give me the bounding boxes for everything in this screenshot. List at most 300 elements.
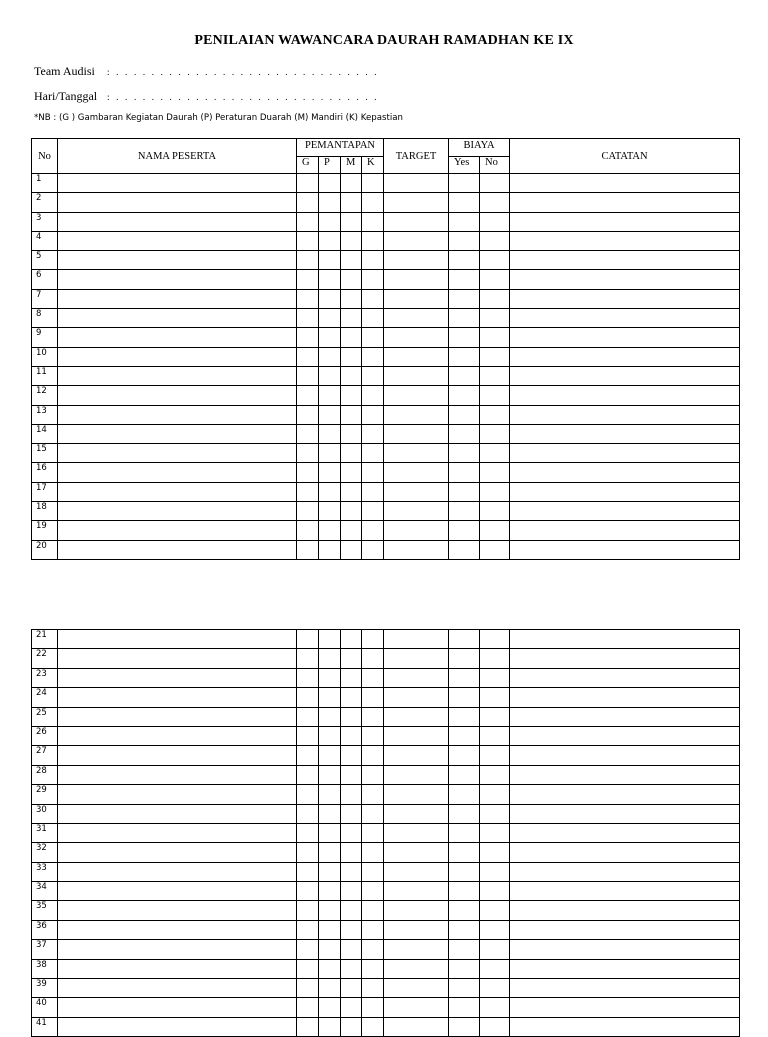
- k-cell[interactable]: [362, 405, 384, 424]
- nama-peserta-cell[interactable]: [58, 630, 297, 649]
- target-cell[interactable]: [384, 309, 449, 328]
- target-cell[interactable]: [384, 785, 449, 804]
- p-cell[interactable]: [319, 540, 341, 559]
- no-cell[interactable]: [480, 979, 510, 998]
- yes-cell[interactable]: [449, 688, 480, 707]
- m-cell[interactable]: [341, 482, 362, 501]
- catatan-cell[interactable]: [510, 502, 740, 521]
- p-cell[interactable]: [319, 366, 341, 385]
- catatan-cell[interactable]: [510, 251, 740, 270]
- g-cell[interactable]: [297, 1017, 319, 1036]
- yes-cell[interactable]: [449, 920, 480, 939]
- k-cell[interactable]: [362, 1017, 384, 1036]
- yes-cell[interactable]: [449, 405, 480, 424]
- p-cell[interactable]: [319, 765, 341, 784]
- p-cell[interactable]: [319, 630, 341, 649]
- catatan-cell[interactable]: [510, 785, 740, 804]
- yes-cell[interactable]: [449, 521, 480, 540]
- yes-cell[interactable]: [449, 347, 480, 366]
- p-cell[interactable]: [319, 521, 341, 540]
- target-cell[interactable]: [384, 707, 449, 726]
- target-cell[interactable]: [384, 540, 449, 559]
- p-cell[interactable]: [319, 482, 341, 501]
- nama-peserta-cell[interactable]: [58, 843, 297, 862]
- yes-cell[interactable]: [449, 212, 480, 231]
- p-cell[interactable]: [319, 386, 341, 405]
- k-cell[interactable]: [362, 765, 384, 784]
- yes-cell[interactable]: [449, 463, 480, 482]
- m-cell[interactable]: [341, 920, 362, 939]
- k-cell[interactable]: [362, 386, 384, 405]
- target-cell[interactable]: [384, 998, 449, 1017]
- no-cell[interactable]: [480, 959, 510, 978]
- k-cell[interactable]: [362, 979, 384, 998]
- p-cell[interactable]: [319, 688, 341, 707]
- target-cell[interactable]: [384, 386, 449, 405]
- nama-peserta-cell[interactable]: [58, 959, 297, 978]
- catatan-cell[interactable]: [510, 882, 740, 901]
- m-cell[interactable]: [341, 688, 362, 707]
- p-cell[interactable]: [319, 804, 341, 823]
- k-cell[interactable]: [362, 959, 384, 978]
- nama-peserta-cell[interactable]: [58, 649, 297, 668]
- catatan-cell[interactable]: [510, 386, 740, 405]
- g-cell[interactable]: [297, 444, 319, 463]
- yes-cell[interactable]: [449, 328, 480, 347]
- p-cell[interactable]: [319, 726, 341, 745]
- yes-cell[interactable]: [449, 940, 480, 959]
- no-cell[interactable]: [480, 193, 510, 212]
- p-cell[interactable]: [319, 193, 341, 212]
- m-cell[interactable]: [341, 212, 362, 231]
- p-cell[interactable]: [319, 901, 341, 920]
- no-cell[interactable]: [480, 366, 510, 385]
- nama-peserta-cell[interactable]: [58, 174, 297, 193]
- g-cell[interactable]: [297, 765, 319, 784]
- yes-cell[interactable]: [449, 649, 480, 668]
- yes-cell[interactable]: [449, 502, 480, 521]
- target-cell[interactable]: [384, 251, 449, 270]
- g-cell[interactable]: [297, 270, 319, 289]
- k-cell[interactable]: [362, 521, 384, 540]
- no-cell[interactable]: [480, 649, 510, 668]
- m-cell[interactable]: [341, 901, 362, 920]
- no-cell[interactable]: [480, 424, 510, 443]
- nama-peserta-cell[interactable]: [58, 386, 297, 405]
- yes-cell[interactable]: [449, 366, 480, 385]
- target-cell[interactable]: [384, 289, 449, 308]
- catatan-cell[interactable]: [510, 289, 740, 308]
- yes-cell[interactable]: [449, 998, 480, 1017]
- k-cell[interactable]: [362, 804, 384, 823]
- target-cell[interactable]: [384, 746, 449, 765]
- catatan-cell[interactable]: [510, 804, 740, 823]
- nama-peserta-cell[interactable]: [58, 668, 297, 687]
- nama-peserta-cell[interactable]: [58, 862, 297, 881]
- k-cell[interactable]: [362, 785, 384, 804]
- g-cell[interactable]: [297, 174, 319, 193]
- k-cell[interactable]: [362, 843, 384, 862]
- k-cell[interactable]: [362, 882, 384, 901]
- nama-peserta-cell[interactable]: [58, 405, 297, 424]
- catatan-cell[interactable]: [510, 746, 740, 765]
- m-cell[interactable]: [341, 959, 362, 978]
- k-cell[interactable]: [362, 688, 384, 707]
- g-cell[interactable]: [297, 251, 319, 270]
- g-cell[interactable]: [297, 502, 319, 521]
- nama-peserta-cell[interactable]: [58, 289, 297, 308]
- g-cell[interactable]: [297, 386, 319, 405]
- no-cell[interactable]: [480, 668, 510, 687]
- g-cell[interactable]: [297, 309, 319, 328]
- target-cell[interactable]: [384, 482, 449, 501]
- catatan-cell[interactable]: [510, 1017, 740, 1036]
- nama-peserta-cell[interactable]: [58, 463, 297, 482]
- p-cell[interactable]: [319, 174, 341, 193]
- target-cell[interactable]: [384, 649, 449, 668]
- no-cell[interactable]: [480, 231, 510, 250]
- target-cell[interactable]: [384, 668, 449, 687]
- no-cell[interactable]: [480, 765, 510, 784]
- catatan-cell[interactable]: [510, 726, 740, 745]
- target-cell[interactable]: [384, 424, 449, 443]
- m-cell[interactable]: [341, 424, 362, 443]
- g-cell[interactable]: [297, 463, 319, 482]
- p-cell[interactable]: [319, 785, 341, 804]
- yes-cell[interactable]: [449, 843, 480, 862]
- no-cell[interactable]: [480, 1017, 510, 1036]
- catatan-cell[interactable]: [510, 540, 740, 559]
- catatan-cell[interactable]: [510, 979, 740, 998]
- m-cell[interactable]: [341, 649, 362, 668]
- g-cell[interactable]: [297, 862, 319, 881]
- nama-peserta-cell[interactable]: [58, 920, 297, 939]
- k-cell[interactable]: [362, 174, 384, 193]
- g-cell[interactable]: [297, 289, 319, 308]
- target-cell[interactable]: [384, 366, 449, 385]
- yes-cell[interactable]: [449, 1017, 480, 1036]
- m-cell[interactable]: [341, 289, 362, 308]
- catatan-cell[interactable]: [510, 463, 740, 482]
- target-cell[interactable]: [384, 270, 449, 289]
- g-cell[interactable]: [297, 231, 319, 250]
- catatan-cell[interactable]: [510, 765, 740, 784]
- k-cell[interactable]: [362, 444, 384, 463]
- catatan-cell[interactable]: [510, 668, 740, 687]
- g-cell[interactable]: [297, 920, 319, 939]
- m-cell[interactable]: [341, 193, 362, 212]
- k-cell[interactable]: [362, 347, 384, 366]
- g-cell[interactable]: [297, 366, 319, 385]
- m-cell[interactable]: [341, 843, 362, 862]
- nama-peserta-cell[interactable]: [58, 366, 297, 385]
- yes-cell[interactable]: [449, 270, 480, 289]
- no-cell[interactable]: [480, 688, 510, 707]
- p-cell[interactable]: [319, 823, 341, 842]
- p-cell[interactable]: [319, 231, 341, 250]
- yes-cell[interactable]: [449, 386, 480, 405]
- nama-peserta-cell[interactable]: [58, 193, 297, 212]
- m-cell[interactable]: [341, 979, 362, 998]
- g-cell[interactable]: [297, 804, 319, 823]
- catatan-cell[interactable]: [510, 424, 740, 443]
- p-cell[interactable]: [319, 746, 341, 765]
- no-cell[interactable]: [480, 540, 510, 559]
- yes-cell[interactable]: [449, 630, 480, 649]
- no-cell[interactable]: [480, 920, 510, 939]
- no-cell[interactable]: [480, 174, 510, 193]
- catatan-cell[interactable]: [510, 482, 740, 501]
- k-cell[interactable]: [362, 328, 384, 347]
- target-cell[interactable]: [384, 804, 449, 823]
- g-cell[interactable]: [297, 193, 319, 212]
- no-cell[interactable]: [480, 862, 510, 881]
- target-cell[interactable]: [384, 212, 449, 231]
- catatan-cell[interactable]: [510, 649, 740, 668]
- m-cell[interactable]: [341, 366, 362, 385]
- no-cell[interactable]: [480, 901, 510, 920]
- yes-cell[interactable]: [449, 193, 480, 212]
- m-cell[interactable]: [341, 1017, 362, 1036]
- m-cell[interactable]: [341, 174, 362, 193]
- catatan-cell[interactable]: [510, 862, 740, 881]
- catatan-cell[interactable]: [510, 309, 740, 328]
- target-cell[interactable]: [384, 463, 449, 482]
- target-cell[interactable]: [384, 823, 449, 842]
- catatan-cell[interactable]: [510, 940, 740, 959]
- target-cell[interactable]: [384, 328, 449, 347]
- yes-cell[interactable]: [449, 765, 480, 784]
- g-cell[interactable]: [297, 482, 319, 501]
- g-cell[interactable]: [297, 424, 319, 443]
- m-cell[interactable]: [341, 765, 362, 784]
- m-cell[interactable]: [341, 746, 362, 765]
- m-cell[interactable]: [341, 726, 362, 745]
- yes-cell[interactable]: [449, 785, 480, 804]
- yes-cell[interactable]: [449, 707, 480, 726]
- g-cell[interactable]: [297, 979, 319, 998]
- k-cell[interactable]: [362, 726, 384, 745]
- no-cell[interactable]: [480, 882, 510, 901]
- catatan-cell[interactable]: [510, 823, 740, 842]
- g-cell[interactable]: [297, 347, 319, 366]
- target-cell[interactable]: [384, 882, 449, 901]
- g-cell[interactable]: [297, 785, 319, 804]
- target-cell[interactable]: [384, 726, 449, 745]
- nama-peserta-cell[interactable]: [58, 765, 297, 784]
- p-cell[interactable]: [319, 882, 341, 901]
- catatan-cell[interactable]: [510, 630, 740, 649]
- p-cell[interactable]: [319, 649, 341, 668]
- p-cell[interactable]: [319, 862, 341, 881]
- target-cell[interactable]: [384, 347, 449, 366]
- catatan-cell[interactable]: [510, 193, 740, 212]
- m-cell[interactable]: [341, 707, 362, 726]
- m-cell[interactable]: [341, 668, 362, 687]
- target-cell[interactable]: [384, 940, 449, 959]
- g-cell[interactable]: [297, 707, 319, 726]
- g-cell[interactable]: [297, 940, 319, 959]
- catatan-cell[interactable]: [510, 444, 740, 463]
- nama-peserta-cell[interactable]: [58, 804, 297, 823]
- yes-cell[interactable]: [449, 804, 480, 823]
- nama-peserta-cell[interactable]: [58, 785, 297, 804]
- p-cell[interactable]: [319, 1017, 341, 1036]
- m-cell[interactable]: [341, 386, 362, 405]
- m-cell[interactable]: [341, 463, 362, 482]
- target-cell[interactable]: [384, 231, 449, 250]
- k-cell[interactable]: [362, 823, 384, 842]
- nama-peserta-cell[interactable]: [58, 444, 297, 463]
- catatan-cell[interactable]: [510, 843, 740, 862]
- yes-cell[interactable]: [449, 882, 480, 901]
- g-cell[interactable]: [297, 328, 319, 347]
- no-cell[interactable]: [480, 630, 510, 649]
- no-cell[interactable]: [480, 746, 510, 765]
- target-cell[interactable]: [384, 688, 449, 707]
- nama-peserta-cell[interactable]: [58, 823, 297, 842]
- yes-cell[interactable]: [449, 251, 480, 270]
- no-cell[interactable]: [480, 521, 510, 540]
- k-cell[interactable]: [362, 212, 384, 231]
- k-cell[interactable]: [362, 502, 384, 521]
- m-cell[interactable]: [341, 804, 362, 823]
- p-cell[interactable]: [319, 405, 341, 424]
- m-cell[interactable]: [341, 998, 362, 1017]
- yes-cell[interactable]: [449, 668, 480, 687]
- m-cell[interactable]: [341, 270, 362, 289]
- m-cell[interactable]: [341, 862, 362, 881]
- p-cell[interactable]: [319, 309, 341, 328]
- yes-cell[interactable]: [449, 424, 480, 443]
- catatan-cell[interactable]: [510, 688, 740, 707]
- nama-peserta-cell[interactable]: [58, 482, 297, 501]
- nama-peserta-cell[interactable]: [58, 998, 297, 1017]
- no-cell[interactable]: [480, 405, 510, 424]
- no-cell[interactable]: [480, 502, 510, 521]
- nama-peserta-cell[interactable]: [58, 979, 297, 998]
- nama-peserta-cell[interactable]: [58, 502, 297, 521]
- g-cell[interactable]: [297, 668, 319, 687]
- m-cell[interactable]: [341, 785, 362, 804]
- no-cell[interactable]: [480, 843, 510, 862]
- k-cell[interactable]: [362, 309, 384, 328]
- catatan-cell[interactable]: [510, 707, 740, 726]
- m-cell[interactable]: [341, 823, 362, 842]
- nama-peserta-cell[interactable]: [58, 328, 297, 347]
- catatan-cell[interactable]: [510, 405, 740, 424]
- g-cell[interactable]: [297, 843, 319, 862]
- m-cell[interactable]: [341, 251, 362, 270]
- nama-peserta-cell[interactable]: [58, 212, 297, 231]
- no-cell[interactable]: [480, 998, 510, 1017]
- no-cell[interactable]: [480, 804, 510, 823]
- nama-peserta-cell[interactable]: [58, 347, 297, 366]
- yes-cell[interactable]: [449, 309, 480, 328]
- target-cell[interactable]: [384, 901, 449, 920]
- no-cell[interactable]: [480, 328, 510, 347]
- p-cell[interactable]: [319, 707, 341, 726]
- p-cell[interactable]: [319, 270, 341, 289]
- p-cell[interactable]: [319, 940, 341, 959]
- catatan-cell[interactable]: [510, 328, 740, 347]
- yes-cell[interactable]: [449, 289, 480, 308]
- k-cell[interactable]: [362, 482, 384, 501]
- k-cell[interactable]: [362, 366, 384, 385]
- catatan-cell[interactable]: [510, 920, 740, 939]
- target-cell[interactable]: [384, 979, 449, 998]
- yes-cell[interactable]: [449, 174, 480, 193]
- k-cell[interactable]: [362, 463, 384, 482]
- nama-peserta-cell[interactable]: [58, 309, 297, 328]
- g-cell[interactable]: [297, 882, 319, 901]
- p-cell[interactable]: [319, 289, 341, 308]
- catatan-cell[interactable]: [510, 959, 740, 978]
- k-cell[interactable]: [362, 746, 384, 765]
- nama-peserta-cell[interactable]: [58, 540, 297, 559]
- p-cell[interactable]: [319, 998, 341, 1017]
- yes-cell[interactable]: [449, 901, 480, 920]
- catatan-cell[interactable]: [510, 998, 740, 1017]
- m-cell[interactable]: [341, 347, 362, 366]
- catatan-cell[interactable]: [510, 174, 740, 193]
- target-cell[interactable]: [384, 444, 449, 463]
- catatan-cell[interactable]: [510, 231, 740, 250]
- g-cell[interactable]: [297, 959, 319, 978]
- k-cell[interactable]: [362, 998, 384, 1017]
- yes-cell[interactable]: [449, 862, 480, 881]
- no-cell[interactable]: [480, 726, 510, 745]
- target-cell[interactable]: [384, 405, 449, 424]
- yes-cell[interactable]: [449, 540, 480, 559]
- no-cell[interactable]: [480, 212, 510, 231]
- target-cell[interactable]: [384, 959, 449, 978]
- target-cell[interactable]: [384, 193, 449, 212]
- k-cell[interactable]: [362, 251, 384, 270]
- nama-peserta-cell[interactable]: [58, 231, 297, 250]
- k-cell[interactable]: [362, 540, 384, 559]
- no-cell[interactable]: [480, 785, 510, 804]
- nama-peserta-cell[interactable]: [58, 688, 297, 707]
- m-cell[interactable]: [341, 444, 362, 463]
- nama-peserta-cell[interactable]: [58, 1017, 297, 1036]
- p-cell[interactable]: [319, 959, 341, 978]
- m-cell[interactable]: [341, 309, 362, 328]
- p-cell[interactable]: [319, 843, 341, 862]
- target-cell[interactable]: [384, 765, 449, 784]
- nama-peserta-cell[interactable]: [58, 882, 297, 901]
- m-cell[interactable]: [341, 630, 362, 649]
- nama-peserta-cell[interactable]: [58, 270, 297, 289]
- catatan-cell[interactable]: [510, 212, 740, 231]
- target-cell[interactable]: [384, 521, 449, 540]
- m-cell[interactable]: [341, 328, 362, 347]
- nama-peserta-cell[interactable]: [58, 424, 297, 443]
- g-cell[interactable]: [297, 540, 319, 559]
- m-cell[interactable]: [341, 502, 362, 521]
- g-cell[interactable]: [297, 630, 319, 649]
- g-cell[interactable]: [297, 998, 319, 1017]
- no-cell[interactable]: [480, 289, 510, 308]
- g-cell[interactable]: [297, 726, 319, 745]
- no-cell[interactable]: [480, 270, 510, 289]
- k-cell[interactable]: [362, 424, 384, 443]
- yes-cell[interactable]: [449, 959, 480, 978]
- g-cell[interactable]: [297, 823, 319, 842]
- m-cell[interactable]: [341, 540, 362, 559]
- target-cell[interactable]: [384, 174, 449, 193]
- g-cell[interactable]: [297, 746, 319, 765]
